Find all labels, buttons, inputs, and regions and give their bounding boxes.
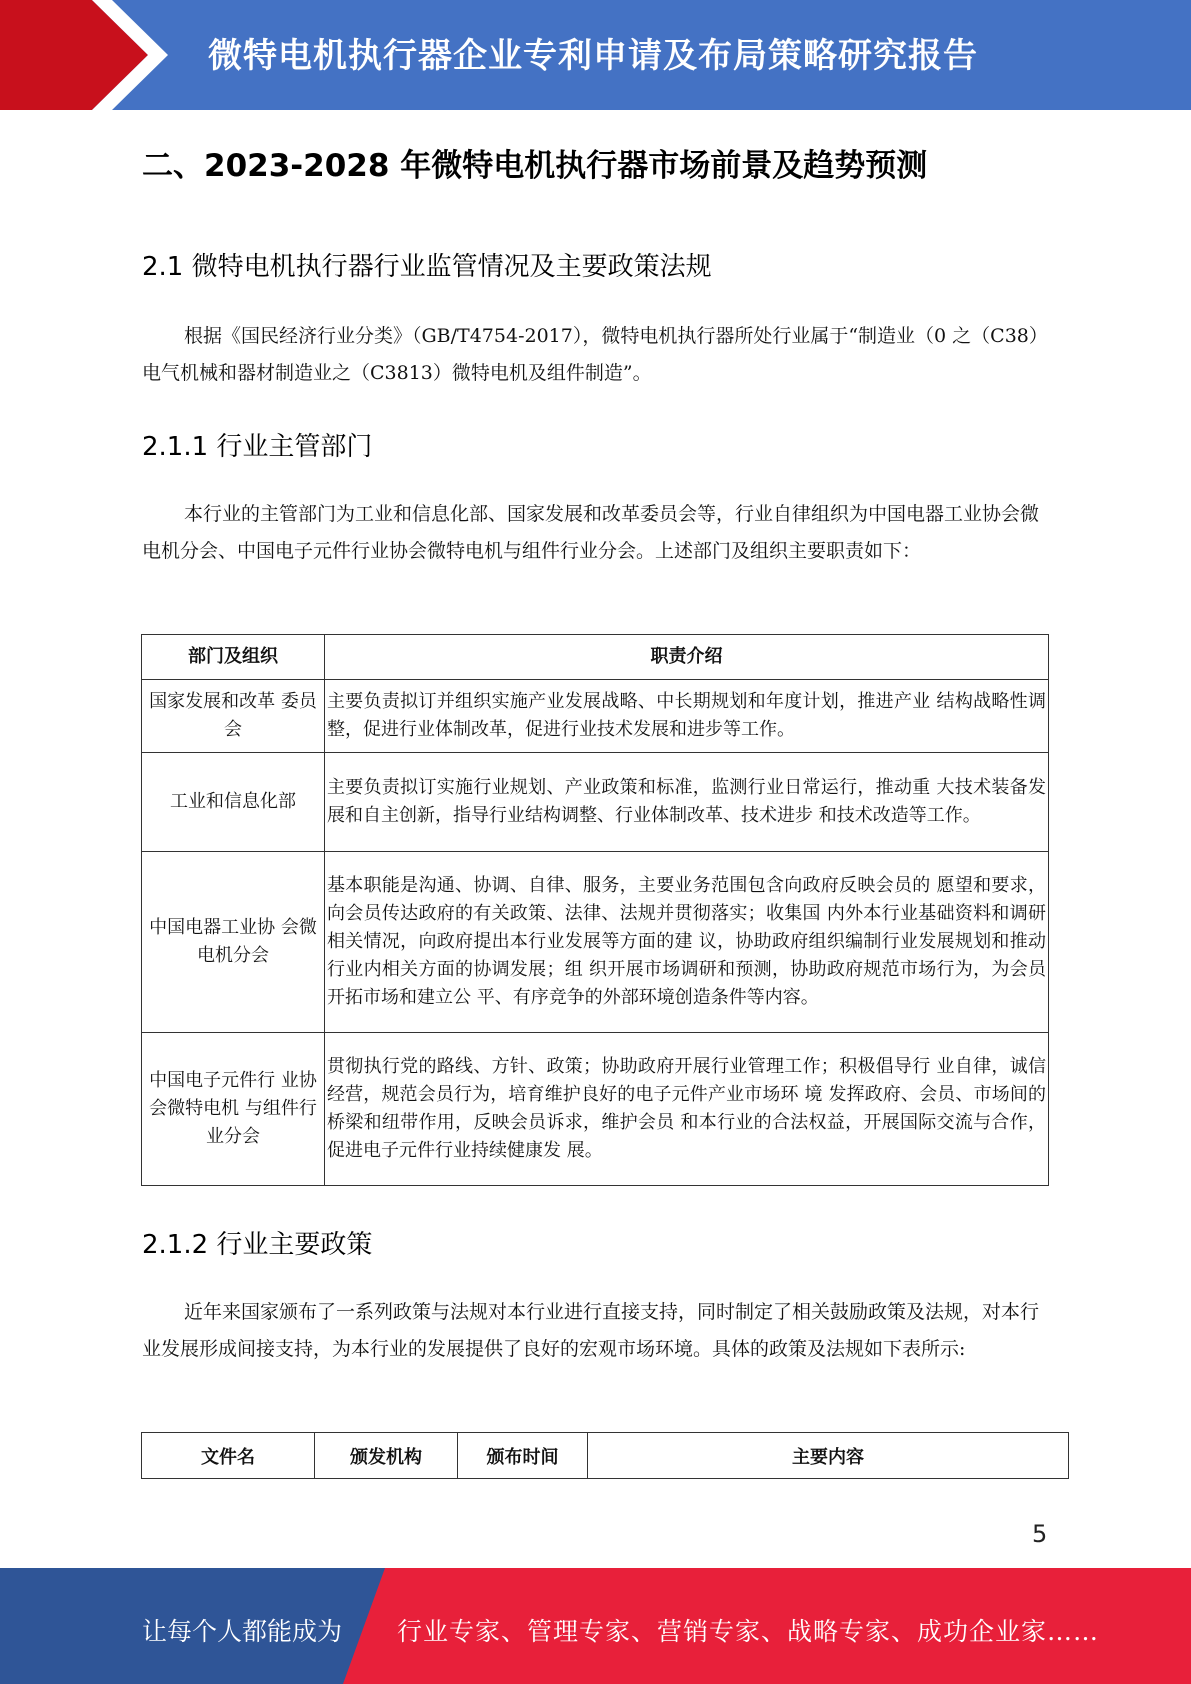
policy-table <box>141 1432 1069 1479</box>
table-header-row <box>142 1433 1069 1479</box>
column-header-date: 颁布时间 <box>458 1433 588 1479</box>
dept-cell: 中国电器工业协 会微电机分会 <box>142 852 325 1033</box>
page-number: 5 <box>1032 1520 1048 1548</box>
heading-2-1-2: 2.1.2 行业主要政策 <box>142 1230 373 1260</box>
table-row <box>142 753 1049 852</box>
section-title: 二、2023-2028 年微特电机执行器市场前景及趋势预测 <box>142 148 928 184</box>
table-row <box>142 1033 1049 1186</box>
dept-cell: 中国电子元件行 业协会微特电机 与组件行业分会 <box>142 1033 325 1186</box>
footer-banner <box>0 1568 1191 1684</box>
heading-2-1: 2.1 微特电机执行器行业监管情况及主要政策法规 <box>142 252 712 282</box>
column-header-dept: 部门及组织 <box>142 635 325 680</box>
org-duties-table <box>141 634 1049 1186</box>
column-header-content: 主要内容 <box>588 1433 1069 1479</box>
column-header-issuer: 颁发机构 <box>315 1433 458 1479</box>
table-row <box>142 680 1049 753</box>
dept-cell: 工业和信息化部 <box>142 753 325 852</box>
paragraph-2-1-1: 本行业的主管部门为工业和信息化部、国家发展和改革委员会等，行业自律组织为中国电器工业协会微电机分会、中国电子元件行业协会微特电机与组件行业分会。上述部门及组织主要职责如下： <box>142 503 1040 562</box>
column-header-filename: 文件名 <box>142 1433 315 1479</box>
table-header-row <box>142 635 1049 680</box>
paragraph-2-1-2: 近年来国家颁布了一系列政策与法规对本行业进行直接支持，同时制定了相关鼓励政策及法规，对本行业发展形成间接支持，为本行业的发展提供了良好的宏观市场环境。具体的政策及法规如下表所示: <box>142 1301 1040 1360</box>
header-banner <box>0 0 1191 110</box>
footer-slogan-right: 行业专家、管理专家、营销专家、战略专家、成功企业家…… <box>397 1617 1100 1646</box>
paragraph-2-1: 根据《国民经济行业分类》（GB/T4754-2017），微特电机执行器所处行业属于“制造业（0 之（C38）电气机械和器材制造业之（C3813）微特电机及组件制造”。 <box>142 325 1039 384</box>
duties-cell: 贯彻执行党的路线、方针、政策；协助政府开展行业管理工作；积极倡导行 业自律，诚信经营，规范会员行为，培育维护良好的电子元件产业市场环 境 发挥政府、会员、市场间的桥梁和纽带作用，反映会员诉求，维护会员 和本行业的合法权益，开展国际交流与合作，促进电子元件行业持续健康发 展。 <box>325 1033 1049 1186</box>
duties-cell: 主要负责拟订并组织实施产业发展战略、中长期规划和年度计划，推进产业 结构战略性调整，促进行业体制改革，促进行业技术发展和进步等工作。 <box>325 680 1049 753</box>
heading-2-1-1: 2.1.1 行业主管部门 <box>142 432 373 462</box>
column-header-duties: 职责介绍 <box>325 635 1049 680</box>
report-title: 微特电机执行器企业专利申请及布局策略研究报告 <box>208 36 978 76</box>
dept-cell: 国家发展和改革 委员会 <box>142 680 325 753</box>
duties-cell: 主要负责拟订实施行业规划、产业政策和标准，监测行业日常运行，推动重 大技术装备发展和自主创新，指导行业结构调整、行业体制改革、技术进步 和技术改造等工作。 <box>325 753 1049 852</box>
table-row <box>142 852 1049 1033</box>
duties-cell: 基本职能是沟通、协调、自律、服务，主要业务范围包含向政府反映会员的 愿望和要求，向会员传达政府的有关政策、法律、法规并贯彻落实；收集国 内外本行业基础资料和调研相关情况，向政府提出本行业发展等方面的建 议，协助政府组织编制行业发展规划和推动行业内相关方面的协调发展；组 织开展市场调研和预测，协助政府规范市场行为，为会员开拓市场和建立公 平、有序竞争的外部环境创造条件等内容。 <box>325 852 1049 1033</box>
footer-slogan-left: 让每个人都能成为 <box>142 1617 343 1646</box>
